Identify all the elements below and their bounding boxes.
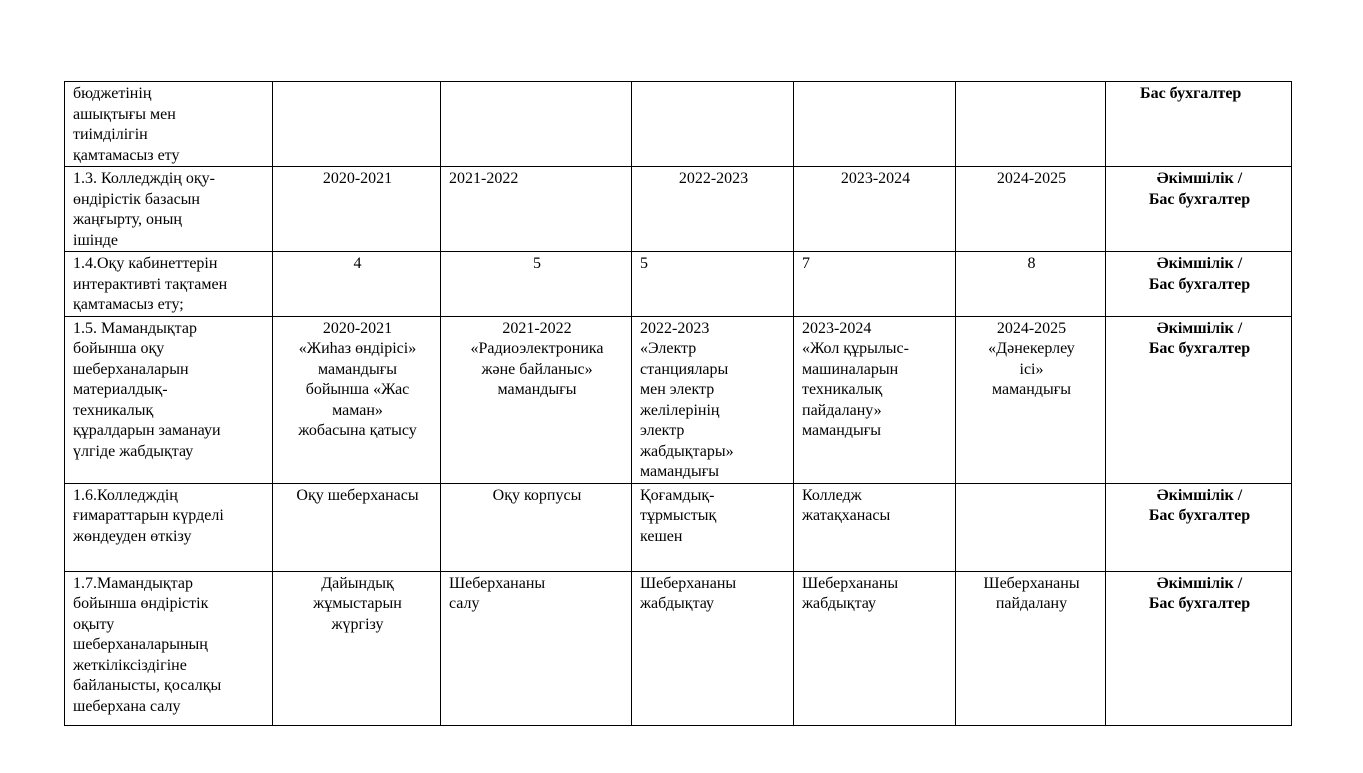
building-cell: Оқу корпусы bbox=[441, 483, 632, 571]
table-row bbox=[65, 483, 1292, 571]
responsible-cell: Әкімшілік / Бас бухгалтер bbox=[1106, 483, 1292, 571]
year-cell bbox=[632, 82, 794, 167]
stage-cell: Дайындық жұмыстарын жүргізу bbox=[273, 571, 441, 725]
task-cell: 1.6.Колледждің ғимараттарын күрделі жөндеуден өткізу bbox=[65, 483, 273, 571]
specialty-cell: 2022-2023 «Электр станциялары мен электр желілерінің электр жабдықтары» мамандығы bbox=[632, 316, 794, 483]
count-cell: 4 bbox=[273, 252, 441, 317]
task-cell: 1.5. Мамандықтар бойынша оқу шеберханаларын материалдық- техникалық құралдарын заманауи үлгіде жабдықтау bbox=[65, 316, 273, 483]
year-cell: 2023-2024 bbox=[794, 167, 956, 252]
count-cell: 5 bbox=[632, 252, 794, 317]
stage-cell: Шеберхананы жабдықтау bbox=[794, 571, 956, 725]
task-cell: 1.7.Мамандықтар бойынша өндірістік оқыту шеберханаларының жеткіліксіздігіне байланысты, қосалқы шеберхана салу bbox=[65, 571, 273, 725]
year-cell bbox=[441, 82, 632, 167]
stage-cell: Шеберхананы жабдықтау bbox=[632, 571, 794, 725]
task-cell: бюджетінің ашықтығы мен тиімділігін қамтамасыз ету bbox=[65, 82, 273, 167]
building-cell: Қоғамдық- тұрмыстық кешен bbox=[632, 483, 794, 571]
table-row bbox=[65, 571, 1292, 725]
year-cell bbox=[273, 82, 441, 167]
year-cell: 2022-2023 bbox=[632, 167, 794, 252]
building-cell: Оқу шеберханасы bbox=[273, 483, 441, 571]
task-cell: 1.3. Колледждің оқу- өндірістік базасын жаңғырту, оның ішінде bbox=[65, 167, 273, 252]
plan-table bbox=[64, 81, 1292, 726]
building-cell: Колледж жатақханасы bbox=[794, 483, 956, 571]
count-cell: 8 bbox=[956, 252, 1106, 317]
responsible-cell: Әкімшілік / Бас бухгалтер bbox=[1106, 316, 1292, 483]
year-cell: 2021-2022 bbox=[441, 167, 632, 252]
building-cell bbox=[956, 483, 1106, 571]
year-cell bbox=[956, 82, 1106, 167]
table-row bbox=[65, 252, 1292, 317]
table-row bbox=[65, 82, 1292, 167]
specialty-cell: 2024-2025 «Дәнекерлеу ісі» мамандығы bbox=[956, 316, 1106, 483]
specialty-cell: 2021-2022 «Радиоэлектроника және байланыс» мамандығы bbox=[441, 316, 632, 483]
task-cell: 1.4.Оқу кабинеттерін интерактивті тақтамен қамтамасыз ету; bbox=[65, 252, 273, 317]
responsible-cell: Әкімшілік / Бас бухгалтер bbox=[1106, 252, 1292, 317]
responsible-cell: Әкімшілік / Бас бухгалтер bbox=[1106, 571, 1292, 725]
responsible-cell: Әкімшілік / Бас бухгалтер bbox=[1106, 167, 1292, 252]
stage-cell: Шеберхананы салу bbox=[441, 571, 632, 725]
count-cell: 5 bbox=[441, 252, 632, 317]
year-cell: 2024-2025 bbox=[956, 167, 1106, 252]
count-cell: 7 bbox=[794, 252, 956, 317]
specialty-cell: 2020-2021 «Жиһаз өндірісі» мамандығы бойынша «Жас маман» жобасына қатысу bbox=[273, 316, 441, 483]
table-row bbox=[65, 167, 1292, 252]
specialty-cell: 2023-2024 «Жол құрылыс- машиналарын техникалық пайдалану» мамандығы bbox=[794, 316, 956, 483]
year-cell: 2020-2021 bbox=[273, 167, 441, 252]
table-row bbox=[65, 316, 1292, 483]
responsible-cell: Бас бухгалтер bbox=[1106, 82, 1292, 167]
year-cell bbox=[794, 82, 956, 167]
stage-cell: Шеберхананы пайдалану bbox=[956, 571, 1106, 725]
